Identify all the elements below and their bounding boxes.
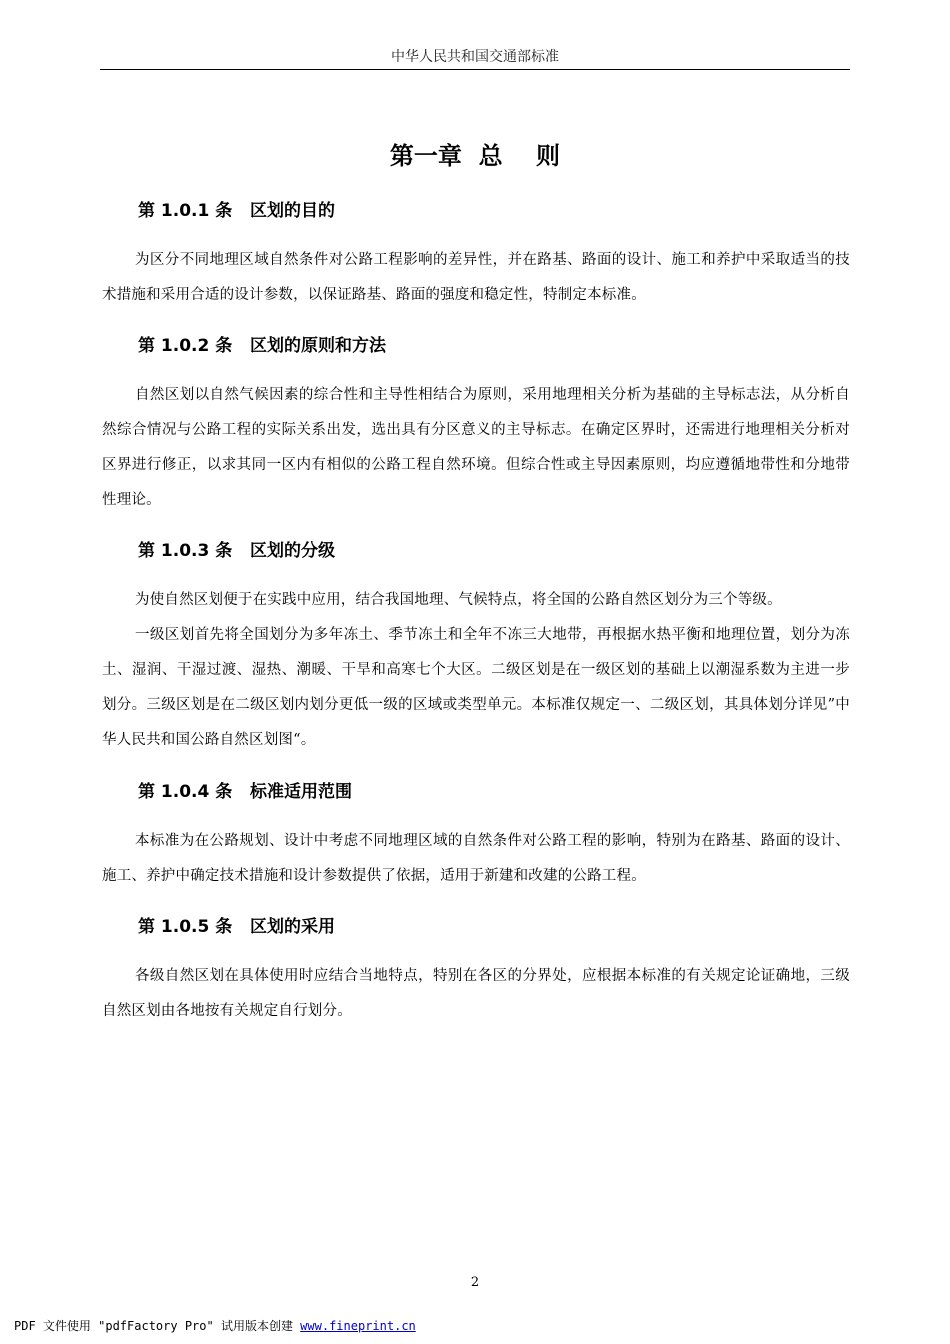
section-heading-1-0-3: 第 1.0.3 条 区划的分级 [138, 541, 335, 561]
section-heading-1-0-5: 第 1.0.5 条 区划的采用 [138, 917, 335, 937]
section-heading-1-0-4: 第 1.0.4 条 标准适用范围 [138, 782, 352, 802]
section-1-0-3-paragraph-2: 一级区划首先将全国划分为多年冻土、季节冻土和全年不冻三大地带，再根据水热平衡和地理位置，划分为冻土、湿润、干湿过渡、湿热、潮暖、干旱和高寒七个大区。二级区划是在一级区划的基础上以潮湿系数为主进一步划分。三级区划是在二级区划内划分更低一级的区域或类型单元。本标准仅规定一、二级区划，其具体划分详见”中华人民共和国公路自然区划图“。 [102, 627, 850, 748]
section-1-0-3-paragraph-1: 为使自然区划便于在实践中应用，结合我国地理、气候特点，将全国的公路自然区划分为三个等级。 [135, 592, 782, 608]
section-1-0-5-paragraph: 各级自然区划在具体使用时应结合当地特点，特别在各区的分界处，应根据本标准的有关规定论证确地，三级自然区划由各地按有关规定自行划分。 [102, 968, 850, 1019]
section-heading-1-0-2: 第 1.0.2 条 区划的原则和方法 [138, 336, 386, 356]
chapter-title: 第一章 总 则 [389, 142, 561, 170]
section-1-0-1-paragraph: 为区分不同地理区域自然条件对公路工程影响的差异性，并在路基、路面的设计、施工和养护中采取适当的技术措施和采用合适的设计参数，以保证路基、路面的强度和稳定性，特制定本标准。 [102, 252, 850, 303]
page-header-title: 中华人民共和国交通部标准 [391, 49, 559, 65]
page-number: 2 [470, 1275, 480, 1290]
header-divider [100, 69, 850, 70]
section-heading-1-0-1: 第 1.0.1 条 区划的目的 [138, 201, 335, 221]
fineprint-link[interactable]: www.fineprint.cn [300, 1319, 416, 1333]
section-1-0-4-paragraph: 本标准为在公路规划、设计中考虑不同地理区域的自然条件对公路工程的影响，特别为在路基、路面的设计、施工、养护中确定技术措施和设计参数提供了依据，适用于新建和改建的公路工程。 [102, 833, 850, 884]
section-1-0-2-paragraph: 自然区划以自然气候因素的综合性和主导性相结合为原则，采用地理相关分析为基础的主导标志法，从分析自然综合情况与公路工程的实际关系出发，选出具有分区意义的主导标志。在确定区界时，还需进行地理相关分析对区界进行修正，以求其同一区内有相似的公路工程自然环境。但综合性或主导因素原则，均应遵循地带性和分地带性理论。 [102, 387, 850, 508]
pdf-factory-footer [14, 1317, 416, 1334]
footer-text: PDF 文件使用 "pdfFactory Pro" 试用版本创建 [14, 1319, 301, 1333]
